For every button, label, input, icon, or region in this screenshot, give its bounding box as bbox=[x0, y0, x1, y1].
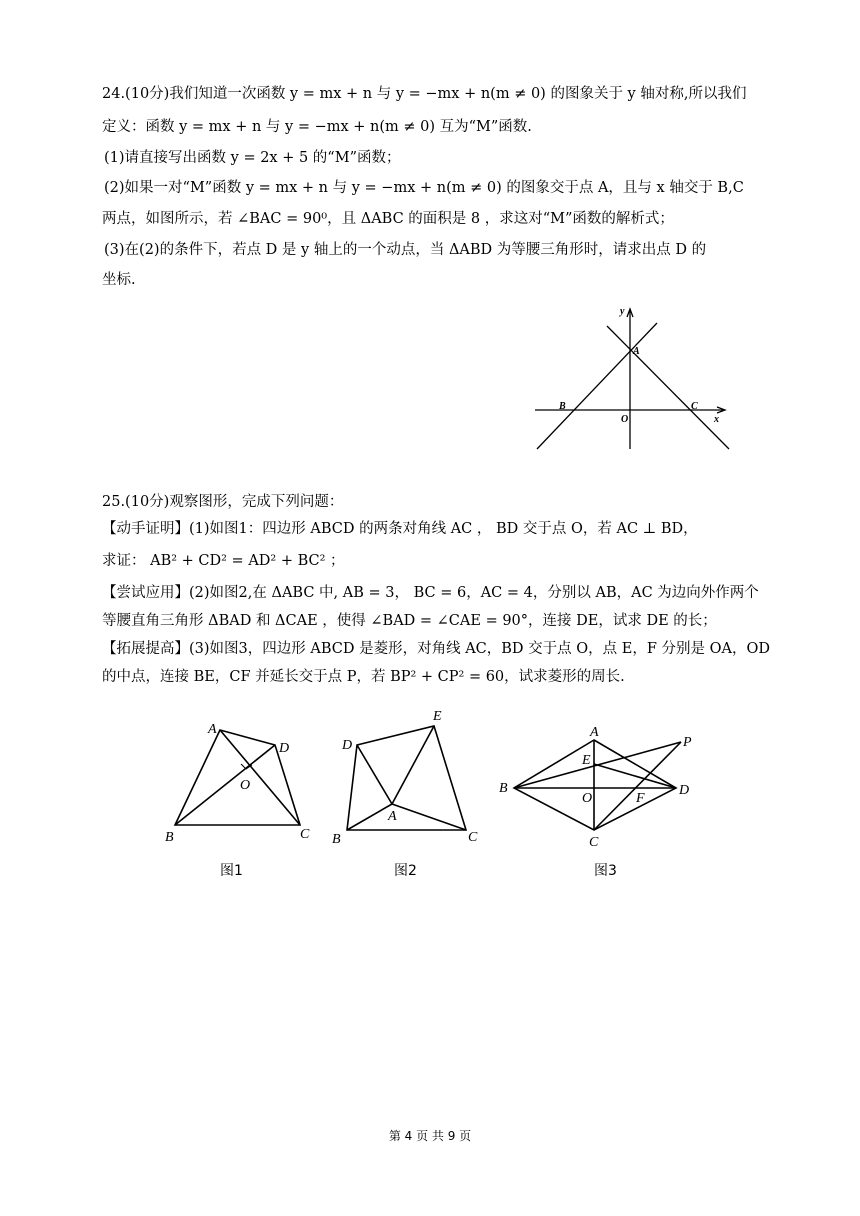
fig3-label-f: F bbox=[636, 791, 645, 806]
q24-graph-figure bbox=[525, 303, 735, 453]
figure-1 bbox=[160, 705, 320, 885]
fig2-segment-ac bbox=[392, 804, 466, 830]
label-point-b: B bbox=[559, 401, 566, 412]
q24-line-2: 定义：函数 y = mx + n 与 y = −mx + n(m ≠ 0) 互为“M”函数. bbox=[102, 119, 532, 135]
fig1-label-c: C bbox=[300, 827, 310, 842]
figure-3 bbox=[496, 720, 716, 900]
q25-line-5: 等腰直角三角形 ΔBAD 和 ΔCAE ，使得 ∠BAD = ∠CAE = 90°，连接 DE，试求 DE 的长； bbox=[102, 613, 717, 629]
label-point-c: C bbox=[691, 401, 698, 412]
fig1-label-a: A bbox=[208, 722, 217, 737]
line-ac bbox=[607, 326, 729, 449]
fig3-label-a: A bbox=[590, 725, 599, 740]
label-point-a: A bbox=[633, 346, 640, 357]
q24-line-4: (2)如果一对“M”函数 y = mx + n 与 y = −mx + n(m ≠ 0) 的图象交于点 A，且与 x 轴交于 B,C bbox=[104, 180, 744, 196]
label-x-axis: x bbox=[714, 414, 719, 425]
fig3-label-b: B bbox=[499, 781, 508, 796]
page-footer: 第 4 页 共 9 页 bbox=[388, 1129, 472, 1143]
fig2-label-e: E bbox=[433, 709, 442, 724]
fig2-label-a: A bbox=[388, 809, 397, 824]
fig1-caption: 图1 bbox=[220, 863, 243, 879]
fig2-label-c: C bbox=[468, 830, 478, 845]
fig1-label-b: B bbox=[165, 830, 174, 845]
fig2-segment-ad bbox=[357, 745, 392, 804]
q24-line-1: 24.(10分)我们知道一次函数 y = mx + n 与 y = −mx + n(m ≠ 0) 的图象关于 y 轴对称,所以我们 bbox=[102, 86, 747, 102]
q25-line-4: 【尝试应用】(2)如图2,在 ΔABC 中, AB = 3， BC = 6，AC = 4，分别以 AB，AC 为边向外作两个 bbox=[102, 585, 759, 601]
fig2-segment-ab bbox=[347, 804, 392, 830]
fig3-label-c: C bbox=[589, 835, 599, 850]
q25-line-1: 25.(10分)观察图形，完成下列问题： bbox=[102, 494, 344, 510]
fig3-label-e: E bbox=[582, 753, 591, 768]
q25-line-2: 【动手证明】(1)如图1：四边形 ABCD 的两条对角线 AC ， BD 交于点 O，若 AC ⊥ BD， bbox=[102, 521, 698, 537]
line-ab bbox=[537, 323, 657, 449]
fig3-rhombus-abcd bbox=[514, 740, 676, 830]
q24-line-7: 坐标. bbox=[102, 272, 136, 288]
label-y-axis: y bbox=[620, 306, 625, 317]
fig1-label-d: D bbox=[279, 741, 290, 756]
fig1-diagonal-bd bbox=[175, 745, 275, 825]
label-origin-o: O bbox=[621, 414, 629, 425]
q24-line-6: (3)在(2)的条件下，若点 D 是 y 轴上的一个动点，当 ΔABD 为等腰三角形时，请求出点 D 的 bbox=[104, 242, 707, 258]
fig3-segment-ed bbox=[594, 764, 676, 788]
fig3-caption: 图3 bbox=[594, 863, 617, 879]
q25-line-7: 的中点，连接 BE，CF 并延长交于点 P，若 BP² + CP² = 60，试求菱形的周长. bbox=[102, 669, 625, 685]
q24-line-3: (1)请直接写出函数 y = 2x + 5 的“M”函数； bbox=[104, 150, 401, 166]
fig3-label-p: P bbox=[683, 735, 692, 750]
q25-line-6: 【拓展提高】(3)如图3，四边形 ABCD 是菱形，对角线 AC，BD 交于点 O，点 E，F 分别是 OA，OD bbox=[102, 641, 771, 657]
fig3-label-d: D bbox=[679, 783, 690, 798]
fig2-caption: 图2 bbox=[394, 863, 417, 879]
q24-line-5: 两点，如图所示，若 ∠BAC = 90⁰，且 ΔABC 的面积是 8 ，求这对“M”函数的解析式； bbox=[102, 211, 674, 227]
q25-line-3: 求证： AB² + CD² = AD² + BC² ； bbox=[102, 553, 345, 569]
fig3-label-o: O bbox=[582, 791, 593, 806]
fig2-label-d: D bbox=[342, 738, 353, 753]
fig2-label-b: B bbox=[332, 832, 341, 847]
fig2-segment-ae bbox=[392, 726, 434, 804]
figure-2 bbox=[332, 700, 492, 880]
fig1-label-o: O bbox=[240, 778, 251, 793]
